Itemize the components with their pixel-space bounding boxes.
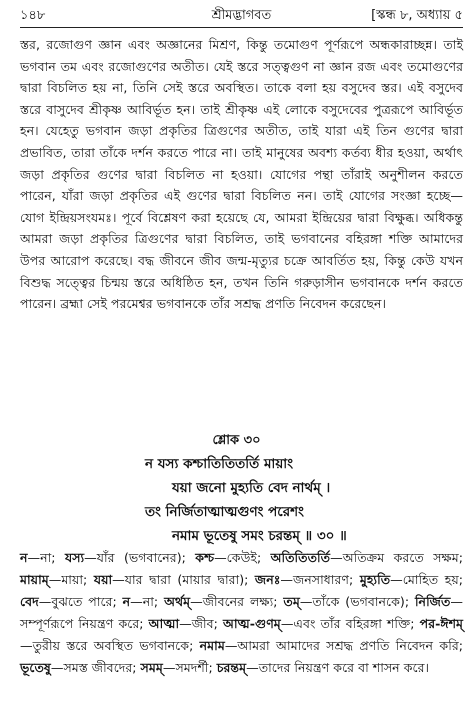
gloss-meaning: মায়া	[61, 572, 84, 587]
gloss-meaning: কেউই	[226, 550, 257, 565]
purport-paragraph: স্তর, রজোগুণ জ্ঞান এবং অজ্ঞানের মিশ্রণ, কিন্তু তমোগুণ পূর্ণরূপে অন্ধকারাচ্ছন্ন। তাই ভগবান তম এবং রজোগুণের অতীত। যেই স্তরে সত্ত্বগুণ না জ্ঞান রজ এবং তমোগুণের দ্বারা বিচলিত হয় না, তিনি সেই স্তরে অবস্থিত। তাকে বলা হয় বসুদেব স্তর। এই বসুদেব স্তরে বাসুদেব শ্রীকৃষ্ণ আবির্ভূত হন। তাই শ্রীকৃষ্ণ এই লোকে বসুদেবের পুত্ররূপে আবির্ভূত হন। যেহেতু ভগবান জড়া প্রকৃতির ত্রিগুণের অতীত, তাই যারা এই তিন গুণের দ্বারা প্রভাবিত, তারা তাঁকে দর্শন করতে পারে না। তাই মানুষের অবশ্য কর্তব্য ধীর হওয়া, অর্থাৎ জড়া প্রকৃতির গুণের দ্বারা বিচলিত না হওয়া। যোগের পন্থা তাঁরাই অনুশীলন করতে পারেন, যাঁরা জড়া প্রকৃতির এই গুণের দ্বারা বিচলিত নন। তাই যোগের সংজ্ঞা হচ্ছে— যোগ ইন্দ্রিয়সংযমঃ। পূর্বে বিশ্লেষণ করা হয়েছে যে, আমরা ইন্দ্রিয়ের দ্বারা বিক্ষুব্ধ। অধিকন্তু আমরা জড়া প্রকৃতির ত্রিগুণের দ্বারা বিচলিত, তাই ভগবানের বহিরঙ্গা শক্তি আমাদের উপর আরোপ করেছে। বদ্ধ জীবনে জীব জন্ম-মৃত্যুর চক্রে আবর্তিত হয়, কিন্তু কেউ যখন বিশুদ্ধ সত্ত্বের চিন্ময় স্তরে অধিষ্ঠিত হন, তখন তিনি গরুড়াসীন ভগবানকে দর্শন করতে পারেন। ব্রহ্মা সেই পরমেশ্বর ভগবানকে তাঁর সশ্রদ্ধ প্রণতি নিবেদন করেছেন।	[20, 37, 463, 312]
page-number: ১৪৮	[20, 8, 46, 23]
book-title: শ্রীমদ্ভাগবত	[211, 8, 272, 23]
gloss-meaning: জীবনের লক্ষ্য	[202, 594, 274, 609]
gloss-meaning: না	[142, 594, 154, 609]
chapter-reference: [স্কন্ধ ৮, অধ্যায় ৫	[371, 8, 463, 23]
gloss-word: কশ্চ	[195, 550, 215, 565]
verse-line: নমাম ভূতেষু সমং চরন্তম্ ॥ ৩০ ॥	[172, 528, 347, 544]
gloss-word: ন	[122, 594, 131, 609]
gloss-meaning: সমস্ত জীবদের	[63, 660, 133, 675]
gloss-word: চরন্তম্	[216, 660, 247, 675]
verse-line: তং নির্জিতাত্মাত্মগুণং পরেশং	[145, 504, 304, 520]
gloss-word: জনঃ	[254, 572, 281, 587]
gloss-meaning: না	[40, 550, 52, 565]
verse-line: ন যস্য কশ্চাতিতিতর্তি মায়াং	[145, 456, 294, 472]
sanskrit-verse	[0, 452, 473, 548]
verse-label: শ্লোক ৩০	[212, 433, 261, 448]
gloss-meaning: সমদর্শী	[175, 660, 209, 675]
gloss-word: মুহ্যতি	[359, 572, 391, 587]
gloss-meaning: জনসাধারণ	[293, 572, 350, 587]
gloss-word: যয়া	[93, 572, 113, 587]
gloss-word: নমাম	[199, 638, 225, 653]
gloss-word: তম্	[283, 594, 300, 609]
word-glossary: ন—না; যস্য—যাঁর (ভগবানের); কশ্চ—কেউই; অতিতিতর্তি—অতিক্রম করতে সক্ষম; মায়াম্—মায়া; যয়া—যার দ্বারা (মায়ার দ্বারা); জনঃ—জনসাধারণ; মুহ্যতি—মোহিত হয়; বেদ—বুঝতে পারে; ন—না; অর্থম্—জীবনের লক্ষ্য; তম্—তাঁকে (ভগবানকে); নির্জিত—সম্পূর্ণরূপে নিয়ন্ত্রণ করে; আত্মা—জীব; আত্ম-গুণম্—এবং তাঁর বহিরঙ্গা শক্তি; পর-ঈশম্—তুরীয় স্তরে অবস্থিত ভগবানকে; নমাম—আমরা আমাদের সশ্রদ্ধ প্রণতি নিবেদন করি; ভূতেষু—সমস্ত জীবদের; সমম্—সমদর্শী; চরন্তম্—তাদের নিয়ন্ত্রণ করে বা শাসন করে।	[20, 550, 464, 675]
gloss-word: অর্থম্	[164, 594, 191, 609]
gloss-meaning: তাদের নিয়ন্ত্রণ করে বা শাসন করে।	[258, 660, 430, 675]
gloss-word: আত্ম-গুণম্	[222, 616, 281, 631]
gloss-meaning: যাঁর (ভগবানের)	[96, 550, 182, 565]
gloss-word: বেদ	[20, 594, 39, 609]
gloss-word: নির্জিত	[414, 594, 451, 609]
page-header	[20, 6, 463, 26]
gloss-meaning: সম্পূর্ণরূপে নিয়ন্ত্রণ করে	[20, 616, 140, 631]
gloss-word: যস্য	[64, 550, 85, 565]
gloss-meaning: আমরা আমাদের সশ্রদ্ধ প্রণতি নিবেদন করি	[237, 638, 459, 653]
gloss-word: অতিতিতর্তি	[270, 550, 331, 565]
gloss-meaning: মোহিত হয়	[402, 572, 459, 587]
gloss-meaning: এবং তাঁর বহিরঙ্গা শক্তি	[293, 616, 411, 631]
gloss-meaning: বুঝতে পারে	[51, 594, 113, 609]
gloss-meaning: যার দ্বারা (মায়ার দ্বারা)	[124, 572, 245, 587]
gloss-word: মায়াম্	[20, 572, 49, 587]
gloss-word: আত্মা	[148, 616, 180, 631]
verse-line: যয়া জনো মুহ্যতি বেদ নার্থম্ ।	[172, 480, 331, 496]
header-rule	[20, 27, 463, 28]
gloss-meaning: তুরীয় স্তরে অবস্থিত ভগবানকে	[32, 638, 190, 653]
gloss-word: পর-ঈশম্	[419, 616, 464, 631]
purport-text	[20, 34, 463, 315]
gloss-meaning: তাঁকে (ভগবানকে)	[312, 594, 405, 609]
gloss-meaning: অতিক্রম করতে সক্ষম	[342, 550, 459, 565]
gloss-word: সমম্	[140, 660, 163, 675]
gloss-word: ভূতেষু	[20, 660, 51, 675]
gloss-meaning: জীব	[191, 616, 214, 631]
gloss-word: ন	[20, 550, 28, 565]
